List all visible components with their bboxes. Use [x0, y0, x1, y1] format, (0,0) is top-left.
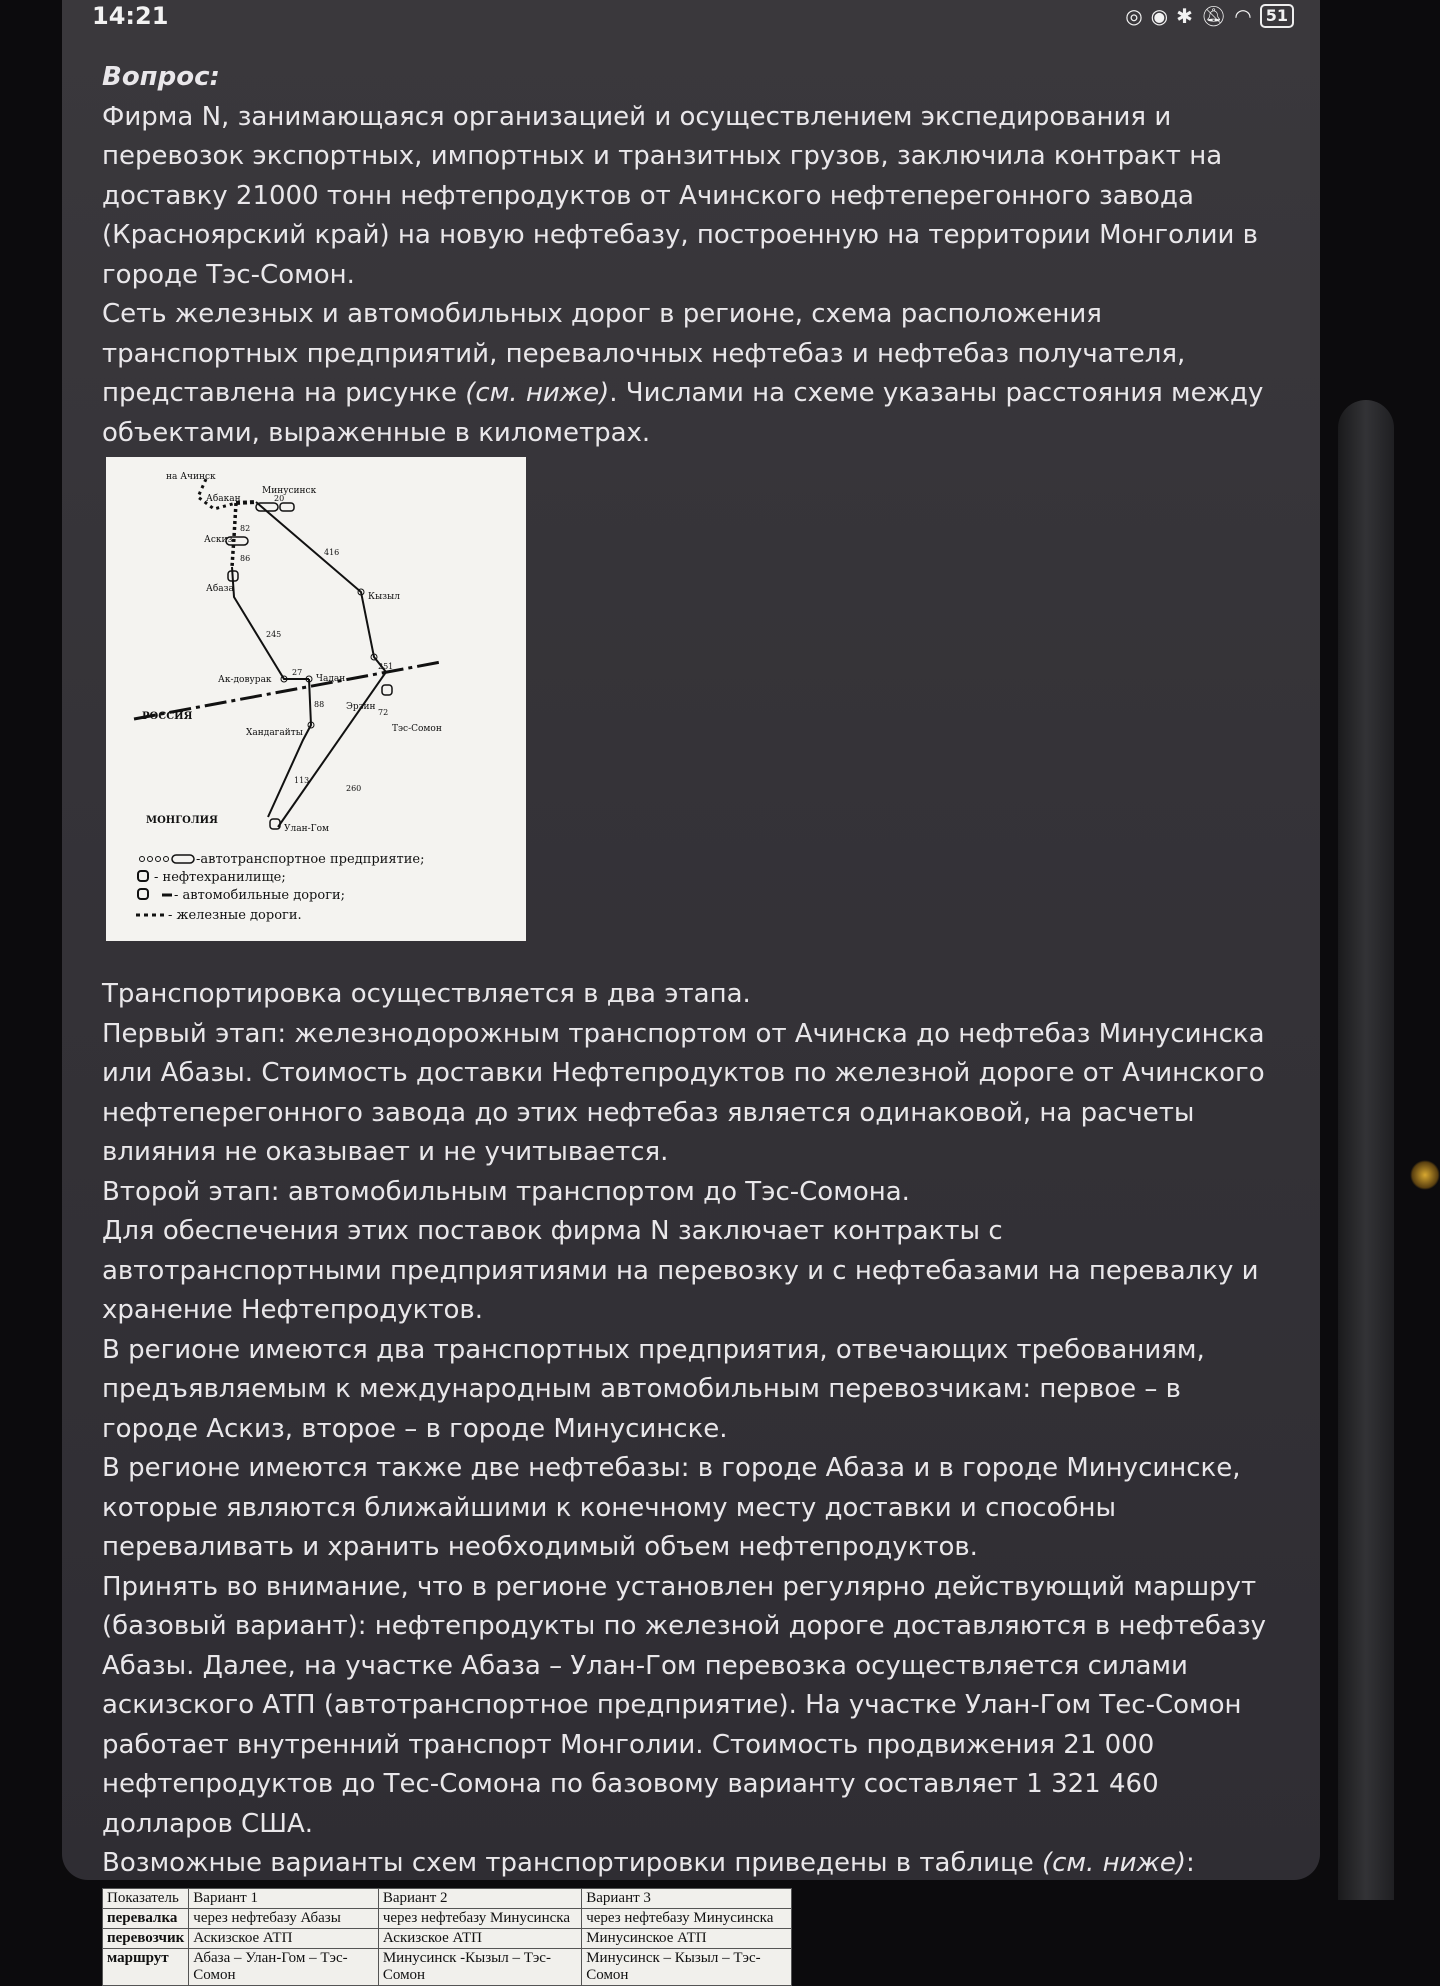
stylus-pen	[1338, 400, 1394, 1900]
map-distance: 245	[266, 630, 282, 639]
table-cell: маршрут	[103, 1948, 189, 1985]
text-span: :	[1186, 1848, 1195, 1878]
question-label: Вопрос:	[102, 62, 220, 92]
legend-item: - железные дороги.	[168, 908, 302, 923]
table-row	[103, 1908, 792, 1928]
map-distance: 113	[294, 776, 310, 785]
table-header-cell: Вариант 2	[378, 1888, 581, 1908]
map-distance: 88	[314, 700, 325, 709]
status-icons	[1125, 4, 1294, 28]
table-header-row	[103, 1888, 792, 1908]
map-label-khandagaity: Хандагайты	[246, 728, 303, 738]
table-cell: Минусинск – Кызыл – Тэс-Сомон	[582, 1948, 792, 1985]
nfc-icon: ◎	[1125, 4, 1143, 28]
text-span: Возможные варианты схем транспортировки приведены в таблице	[102, 1848, 1042, 1878]
map-legend	[136, 852, 424, 923]
text-span: Сеть железных и автомобильных дорог в регионе, схема расположения транспортных предприятий, перевалочных нефтебаз и нефтебаз получателя, представлена на рисунке	[102, 299, 1186, 408]
table-row	[103, 1948, 792, 1985]
table-header-cell: Вариант 3	[582, 1888, 792, 1908]
question-content	[102, 58, 1282, 1986]
table-cell: через нефтебазу Минусинска	[378, 1908, 581, 1928]
map-label-kyzyl: Кызыл	[368, 592, 400, 602]
paragraph: Первый этап: железнодорожным транспортом от Ачинска до нефтебаз Минусинска или Абазы. Стоимость доставки Нефтепродуктов по железной дороге от Ачинского нефтеперегонного завода до этих нефтебаз является одинаковой, на расчеты влияния не оказывает и не учитывается.	[102, 1018, 1265, 1167]
table-cell: Абаза – Улан-Гом – Тэс-Сомон	[189, 1948, 379, 1985]
table-cell: Минусинское АТП	[582, 1928, 792, 1948]
map-label-minusinsk: Минусинск	[262, 486, 317, 496]
table-cell: Аскизское АТП	[189, 1928, 379, 1948]
map-distance: 20	[274, 494, 285, 503]
paragraph: Для обеспечения этих поставок фирма N заключает контракты с автотранспортными предприятиями на перевозку и с нефтебазами на перевалку и хранение Нефтепродуктов.	[102, 1216, 1259, 1325]
table-row	[103, 1928, 792, 1948]
paragraph: В регионе имеются также две нефтебазы: в городе Абаза и в городе Минусинске, которые являются ближайшими к конечному месту доставки и способны переваливать и хранить необходимый объем нефтепродуктов.	[102, 1453, 1241, 1562]
status-time: 14:21	[92, 2, 169, 30]
paragraph: В регионе имеются два транспортных предприятия, отвечающих требованиям, предъявляемым к международным автомобильным перевозчикам: первое – в городе Аскиз, второе – в городе Минусинске.	[102, 1334, 1205, 1444]
map-label-tes-somon: Тэс-Сомон	[392, 724, 442, 734]
map-label-ak-dovurak: Ак-довурак	[218, 675, 272, 685]
tablet-screen	[62, 0, 1320, 1983]
map-distance: 260	[346, 784, 362, 793]
italic-span: (см. ниже)	[465, 378, 610, 408]
legend-item: -автотранспортное предприятие;	[196, 852, 425, 867]
paragraph: Транспортировка осуществляется в два этапа.	[102, 979, 751, 1009]
eye-icon: ◉	[1150, 4, 1169, 28]
map-label-erzin: Эрзин	[346, 702, 376, 712]
table-cell: через нефтебазу Абазы	[189, 1908, 379, 1928]
table-cell: через нефтебазу Минусинска	[582, 1908, 792, 1928]
legend-item: - нефтехранилище;	[154, 870, 286, 885]
italic-span: (см. ниже)	[1041, 1848, 1187, 1878]
map-label-russia: РОССИЯ	[142, 711, 193, 722]
legend-item: - автомобильные дороги;	[174, 888, 346, 903]
table-cell: Минусинск -Кызыл – Тэс-Сомон	[378, 1948, 581, 1985]
route-map-svg	[106, 457, 526, 941]
table-header-cell: Показатель	[103, 1888, 189, 1908]
table-cell: перевалка	[103, 1908, 189, 1928]
table-cell: Аскизское АТП	[378, 1928, 581, 1948]
table-cell: перевозчик	[103, 1928, 189, 1948]
map-label-chadan: Чадан	[316, 674, 346, 684]
status-bar	[62, 0, 1320, 34]
paragraph: Фирма N, занимающаяся организацией и осуществлением экспедирования и перевозок экспортных, импортных и транзитных грузов, заключила контракт на доставку 21000 тонн нефтепродуктов от Ачинского нефтеперегонного завода (Красноярский край) на новую нефтебазу, построенную на территории Монголии в городе Тэс-Сомон.	[102, 101, 1258, 290]
map-label-abakan: Абакан	[206, 494, 241, 504]
variants-table	[102, 1888, 792, 1986]
text-span: . Числами на схеме указаны расстояния между объектами, выраженные в километрах.	[102, 378, 1264, 448]
map-label-askiz: Аскиз	[204, 535, 233, 545]
mute-icon: 🔕︎	[1200, 4, 1227, 28]
map-distance: 27	[292, 668, 303, 677]
route-map-figure	[106, 457, 526, 941]
map-distance: 251	[378, 662, 394, 671]
battery-icon: 51	[1260, 4, 1294, 28]
variants-paragraph	[102, 1844, 1282, 1884]
wifi-icon: ◠	[1234, 4, 1252, 28]
map-distance: 72	[378, 708, 389, 717]
paragraph: Второй этап: автомобильным транспортом до Тэс-Сомона.	[102, 1176, 910, 1207]
table-header-cell: Вариант 1	[189, 1888, 379, 1908]
map-label-ulan-gom: Улан-Гом	[284, 824, 330, 834]
paragraph: Принять во внимание, что в регионе установлен регулярно действующий маршрут (базовый вариант): нефтепродукты по железной дороге доставляются в нефтебазу Абазы. Далее, на участке Абаза – Улан-Гом перевозка осуществляется силами аскизского АТП (автотранспортное предприятие). На участке Улан-Гом Тес-Сомон работает внутренний транспорт Монголии. Стоимость продвижения 21 000 нефтепродуктов до Тес-Сомона по базовому варианту составляет 1 321 460 долларов США.	[102, 1571, 1267, 1839]
map-label-achinsk: на Ачинск	[166, 472, 216, 482]
bluetooth-icon: ✱	[1176, 4, 1193, 28]
map-label-mongolia: МОНГОЛИЯ	[146, 815, 218, 826]
map-label-abaza: Абаза	[206, 584, 234, 594]
network-paragraph	[102, 295, 1282, 453]
map-distance: 82	[240, 524, 251, 533]
map-distance: 86	[240, 554, 251, 563]
light-reflection	[1410, 1160, 1440, 1190]
map-distance: 416	[324, 548, 340, 557]
